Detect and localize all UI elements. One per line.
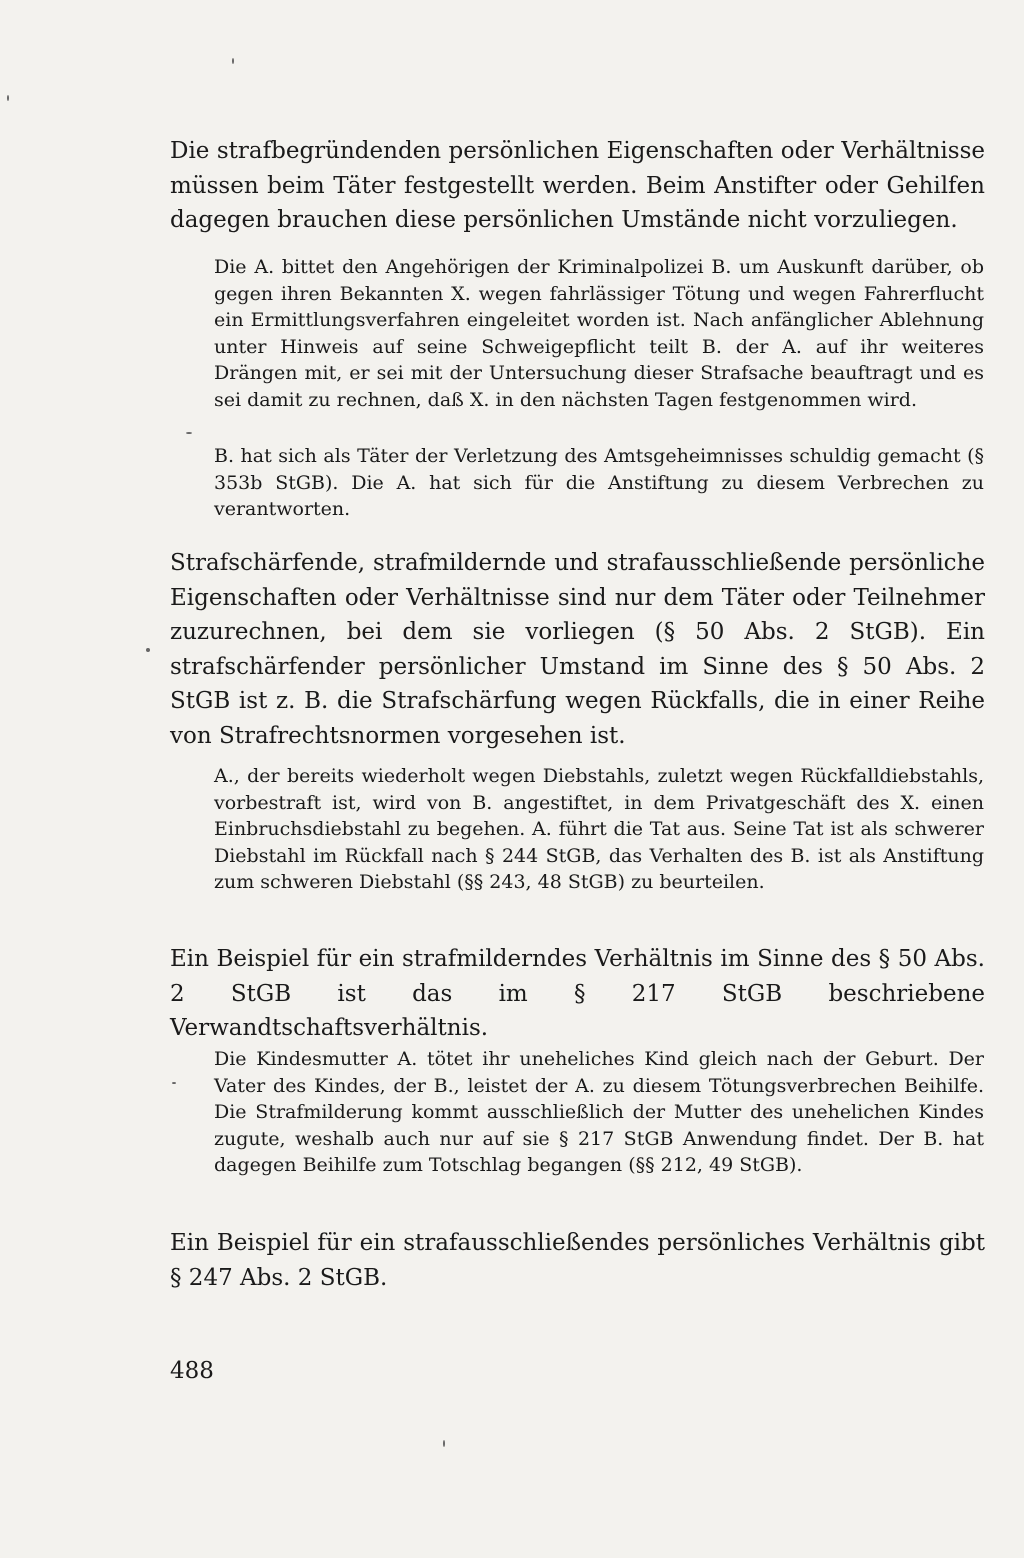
paragraph-persoenliche-umstaende: Strafschärfende, strafmildernde und strafausschließende persönliche Eigenschaften oder Verhältnisse sind nur dem Täter oder Teilnehmer zuzurechnen, bei dem sie vorliegen (§ 50 Abs. 2 StGB). Ein strafschärfender persönlicher Umstand im Sinne des § 50 Abs. 2 StGB ist z. B. die Strafschärfung wegen Rückfalls, die in einer Reihe von Strafrechtsnormen vorgesehen ist.	[170, 550, 985, 749]
paragraph-strafausschliessendes-verhaeltnis: Ein Beispiel für ein strafausschließendes persönliches Verhältnis gibt § 247 Abs. 2 StGB.	[170, 1230, 985, 1291]
paragraph-strafmilderndes-verhaeltnis: Ein Beispiel für ein strafmilderndes Verhältnis im Sinne des § 50 Abs. 2 StGB ist das im § 217 StGB beschriebene Verwandtschaftsverhältnis.	[170, 946, 985, 1041]
scan-speck	[7, 95, 9, 101]
scan-speck	[443, 1440, 445, 1447]
scan-speck	[146, 648, 150, 652]
example-amtsgeheimnis-sachverhalt: Die A. bittet den Angehörigen der Kriminalpolizei B. um Auskunft darüber, ob gegen ihren Bekannten X. wegen fahrlässiger Tötung und wegen Fahrerflucht ein Ermittlungsverfahren eingeleitet worden ist. Nach anfänglicher Ablehnung unter Hinweis auf seine Schweigepflicht teilt B. der A. auf ihr weiteres Drängen mit, er sei mit der Untersuchung dieser Strafsache beauftragt und es sei damit zu rechnen, daß X. in den nächsten Tagen festgenommen wird.	[214, 256, 984, 411]
scan-speck	[232, 58, 234, 64]
paragraph-strafbegruendende-eigenschaften: Die strafbegründenden persönlichen Eigenschaften oder Verhältnisse müssen beim Täter festgestellt werden. Beim Anstifter oder Gehilfen dagegen brauchen diese persönlichen Umstände nicht vorzuliegen.	[170, 138, 985, 233]
example-kindestoetung: Die Kindesmutter A. tötet ihr uneheliches Kind gleich nach der Geburt. Der Vater des Kindes, der B., leistet der A. zu diesem Tötungsverbrechen Beihilfe. Die Strafmilderung kommt ausschließlich der Mutter des unehelichen Kindes zugute, weshalb auch nur auf sie § 217 StGB Anwendung findet. Der B. hat dagegen Beihilfe zum Totschlag begangen (§§ 212, 49 StGB).	[214, 1048, 984, 1177]
example-rueckfalldiebstahl: A., der bereits wiederholt wegen Diebstahls, zuletzt wegen Rückfalldiebstahls, vorbestraft ist, wird von B. angestiftet, in dem Privatgeschäft des X. einen Einbruchsdiebstahl zu begehen. A. führt die Tat aus. Seine Tat ist als schwerer Diebstahl im Rückfall nach § 244 StGB, das Verhalten des B. ist als Anstiftung zum schweren Diebstahl (§§ 243, 48 StGB) zu beurteilen.	[214, 765, 984, 894]
scan-speck	[186, 432, 192, 434]
example-amtsgeheimnis-loesung: B. hat sich als Täter der Verletzung des Amtsgeheimnisses schuldig gemacht (§ 353b StGB). Die A. hat sich für die Anstiftung zu diesem Verbrechen zu verantworten.	[214, 445, 984, 521]
page-number: 488	[170, 1358, 214, 1384]
scan-speck	[172, 1082, 176, 1084]
